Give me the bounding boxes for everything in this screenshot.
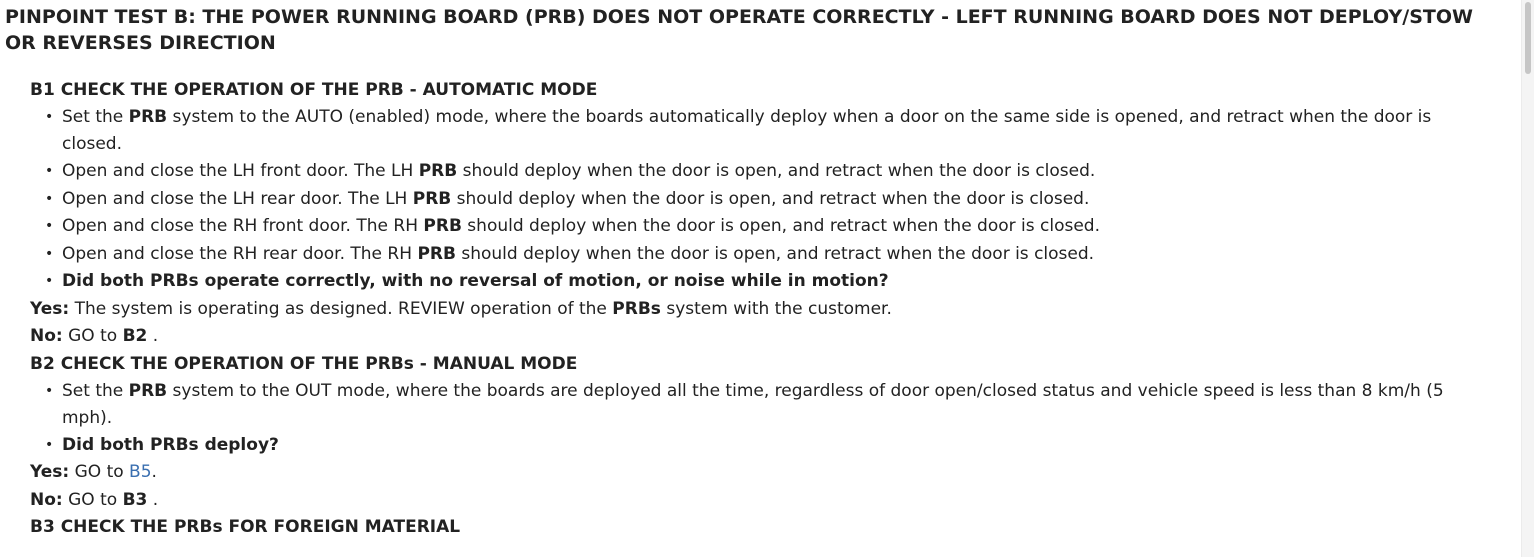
list-item: • Open and close the RH rear door. The RH PRB should deploy when the door is open, and retract when the door is closed.: [45, 241, 1465, 268]
answer-no: No: GO to B2 .: [30, 326, 159, 346]
list-item-question: • Did both PRBs operate correctly, with no reversal of motion, or noise while in motion?: [45, 268, 1465, 295]
bullet-icon: •: [45, 437, 54, 453]
bullet-icon: •: [45, 218, 54, 234]
bullet-icon: •: [45, 163, 54, 179]
bullet-icon: •: [45, 383, 54, 399]
step-reference-b3: B3: [122, 490, 148, 510]
step-b1-heading: B1 CHECK THE OPERATION OF THE PRB - AUTOMATIC MODE: [30, 80, 598, 100]
step-b2-heading: B2 CHECK THE OPERATION OF THE PRBs - MANUAL MODE: [30, 354, 578, 374]
scrollbar-thumb[interactable]: [1525, 2, 1531, 74]
list-item: • Set the PRB system to the AUTO (enabled) mode, where the boards automatically deploy when a door on the same side is opened, and retract when the door is closed.: [45, 104, 1465, 158]
vertical-scrollbar[interactable]: [1521, 0, 1534, 557]
answer-yes: Yes: The system is operating as designed. REVIEW operation of the PRBs system with the customer.: [30, 299, 892, 319]
answer-yes: Yes: GO to B5.: [30, 462, 157, 482]
step-b3-heading: B3 CHECK THE PRBs FOR FOREIGN MATERIAL: [30, 517, 461, 537]
list-item: • Open and close the LH rear door. The LH PRB should deploy when the door is open, and retract when the door is closed.: [45, 186, 1465, 213]
link-b5[interactable]: B5: [129, 462, 152, 482]
list-item-question: • Did both PRBs deploy?: [45, 432, 1465, 459]
bullet-icon: •: [45, 273, 54, 289]
list-item: • Open and close the RH front door. The RH PRB should deploy when the door is open, and retract when the door is closed.: [45, 213, 1465, 240]
page-title: PINPOINT TEST B: THE POWER RUNNING BOARD (PRB) DOES NOT OPERATE CORRECTLY - LEFT RUNNING BOARD DOES NOT DEPLOY/STOW OR REVERSES DIRECTION: [5, 6, 1473, 54]
list-item: • Open and close the LH front door. The LH PRB should deploy when the door is open, and retract when the door is closed.: [45, 158, 1465, 185]
bullet-icon: •: [45, 109, 54, 125]
step-reference-b2: B2: [122, 326, 148, 346]
answer-no: No: GO to B3 .: [30, 490, 159, 510]
bullet-icon: •: [45, 191, 54, 207]
bullet-icon: •: [45, 246, 54, 262]
list-item: • Set the PRB system to the OUT mode, where the boards are deployed all the time, regardless of door open/closed status and vehicle speed is less than 8 km/h (5 mph).: [45, 378, 1465, 432]
